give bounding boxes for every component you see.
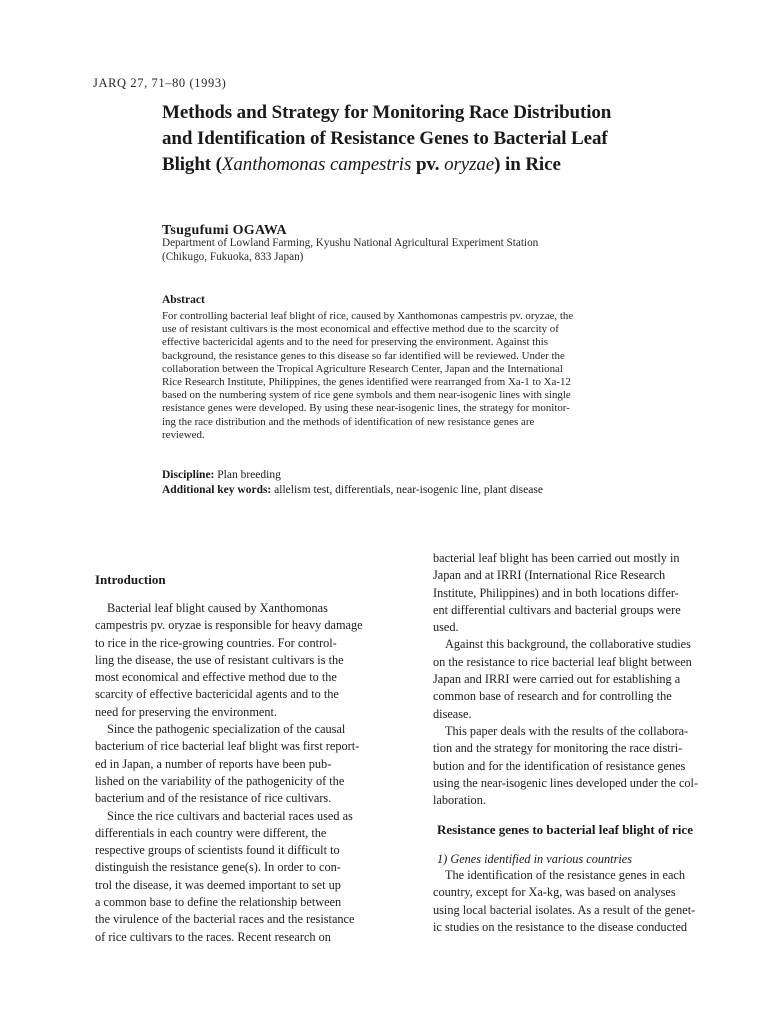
keywords <box>162 484 543 496</box>
keywords-label: Additional key words: <box>162 484 272 496</box>
body-line: bacterium of rice bacterial leaf blight was first report- <box>95 739 360 754</box>
abstract-line: reviewed. <box>162 428 205 441</box>
abstract-heading: Abstract <box>162 294 205 306</box>
body-line: using local bacterial isolates. As a result of the genet- <box>433 902 696 917</box>
title-text: pv. <box>411 154 445 175</box>
abstract-line: collaboration between the Tropical Agriculture Research Center, Japan and the International <box>162 362 563 375</box>
discipline-value: Plan breeding <box>214 469 281 481</box>
body-line: The identification of the resistance genes in each <box>445 868 686 882</box>
body-line: Against this background, the collaborative studies <box>445 637 691 652</box>
title-line-2: and Identification of Resistance Genes to Bacterial Leaf <box>162 128 608 149</box>
title-text: Blight ( <box>162 154 222 175</box>
body-line: Japan and at IRRI (International Rice Research <box>433 568 666 583</box>
body-line: bacterium and of the resistance of rice cultivars. <box>95 791 332 806</box>
introduction-heading: Introduction <box>95 572 166 587</box>
body-line: Institute, Philippines) and in both locations differ- <box>433 585 679 600</box>
body-line: Since the rice cultivars and bacterial races used as <box>107 808 353 823</box>
body-line: laboration. <box>433 793 486 808</box>
body-line: Japan and IRRI were carried out for establishing a <box>433 672 681 687</box>
introduction-body <box>95 600 400 946</box>
body-line: to rice in the rice-growing countries. For control- <box>95 635 337 650</box>
body-line: of rice cultivars to the races. Recent research on <box>95 929 331 944</box>
abstract-line: ing the race distribution and the methods of identification of new resistance genes are <box>162 415 535 428</box>
body-line: need for preserving the environment. <box>95 704 277 719</box>
body-line: ic studies on the resistance to the disease conducted <box>433 919 688 934</box>
body-line: most economical and effective method due to the <box>95 670 337 685</box>
author-affiliation: Department of Lowland Farming, Kyushu National Agricultural Experiment Station <box>162 237 539 249</box>
body-line: ling the disease, the use of resistant cultivars is the <box>95 652 344 667</box>
keywords-value: allelism test, differentials, near-isogenic line, plant disease <box>271 484 543 496</box>
body-line: on the resistance to rice bacterial leaf blight between <box>433 654 692 669</box>
body-line: ed in Japan, a number of reports have been pub- <box>95 756 332 771</box>
body-line: the virulence of the bacterial races and the resistance <box>95 912 355 927</box>
body-line: ent differential cultivars and bacterial groups were <box>433 602 681 617</box>
body-line: used. <box>433 620 459 635</box>
discipline-label: Discipline: <box>162 469 215 481</box>
abstract-line: effective bactericidal agents and to the need for preserving the environment. Against this <box>162 336 548 349</box>
section-heading: Resistance genes to bacterial leaf blight of rice <box>437 822 693 837</box>
title-line-3 <box>162 152 682 178</box>
abstract-line: resistance genes were developed. By using these near-isogenic lines, the strategy for monitor- <box>162 402 570 415</box>
paper-title <box>162 100 682 178</box>
body-line: campestris pv. oryzae is responsible for heavy damage <box>95 618 363 633</box>
body-line: a common base to define the relationship between <box>95 895 342 910</box>
title-line-1: Methods and Strategy for Monitoring Race Distribution <box>162 102 612 123</box>
body-line: disease. <box>433 706 472 721</box>
author-name: Tsugufumi OGAWA <box>162 223 287 238</box>
title-pathovar: oryzae <box>444 154 495 175</box>
body-line: tion and the strategy for monitoring the race distri- <box>433 741 683 756</box>
abstract-line: background, the resistance genes to this disease so far identified will be reviewed. Under the <box>162 349 565 362</box>
body-line: country, except for Xa-kg, was based on analyses <box>433 885 676 900</box>
body-line: lished on the variability of the pathogenicity of the <box>95 773 345 788</box>
subsection-heading: 1) Genes identified in various countries <box>437 852 633 866</box>
body-line: respective groups of scientists found it difficult to <box>95 843 340 858</box>
discipline <box>162 469 281 481</box>
abstract-line: Rice Research Institute, Philippines, the genes identified were rearranged from Xa-1 to Xa-12 <box>162 376 571 389</box>
body-line: differentials in each country were different, the <box>95 825 327 840</box>
right-column-body <box>433 550 738 809</box>
body-line: using the near-isogenic lines developed under the col- <box>433 775 699 790</box>
body-line: Since the pathogenic specialization of the causal <box>107 722 346 737</box>
author-address: (Chikugo, Fukuoka, 833 Japan) <box>162 251 304 263</box>
journal-reference: JARQ 27, 71–80 (1993) <box>93 76 227 90</box>
body-line: distinguish the resistance gene(s). In order to con- <box>95 860 341 875</box>
title-text: ) in Rice <box>494 154 561 175</box>
title-species: Xanthomonas campestris <box>221 154 412 175</box>
abstract-line: based on the numbering system of rice gene symbols and them near-isogenic lines with single <box>162 389 571 402</box>
body-line: Bacterial leaf blight caused by Xanthomonas <box>107 601 328 615</box>
body-line: This paper deals with the results of the collabora- <box>445 723 689 738</box>
abstract-body <box>162 310 672 442</box>
abstract-line: For controlling bacterial leaf blight of rice, caused by Xanthomonas campestris pv. oryzae, the <box>162 310 574 322</box>
body-line: trol the disease, it was deemed important to set up <box>95 877 341 892</box>
body-line: bution and for the identification of resistance genes <box>433 758 686 773</box>
body-line: scarcity of effective bactericidal agents and to the <box>95 687 339 702</box>
abstract-line: use of resistant cultivars is the most economical and effective method due to the scarcity of <box>162 323 559 336</box>
subsection-body <box>433 867 738 936</box>
body-line: common base of research and for controlling the <box>433 689 672 704</box>
body-line: bacterial leaf blight has been carried out mostly in <box>433 551 680 565</box>
